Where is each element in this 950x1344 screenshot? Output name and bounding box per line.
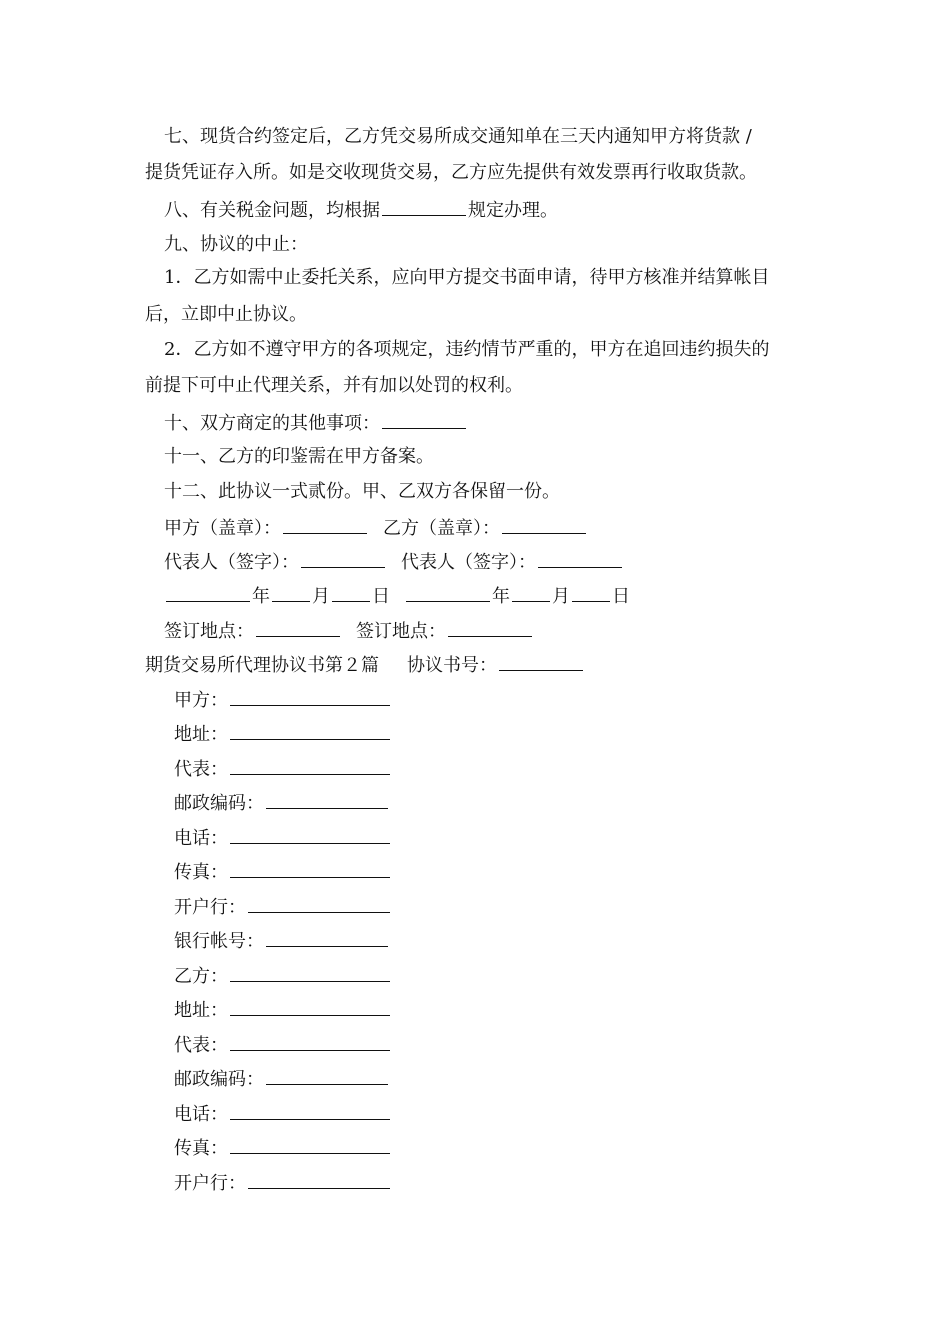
blank-field xyxy=(230,1101,390,1120)
blank-field xyxy=(382,197,466,216)
field-fax-b xyxy=(174,1135,854,1161)
day-label: 日 xyxy=(612,586,630,607)
blank-field xyxy=(266,1066,388,1085)
blank-field xyxy=(272,583,310,602)
clause-9-2-line-1: 2．乙方如不遵守甲方的各项规定，违约情节严重的，甲方在追回违约损失的 xyxy=(164,339,770,360)
field-fax-a xyxy=(174,859,854,885)
field-label: 地址： xyxy=(174,1000,228,1021)
field-label: 电话： xyxy=(174,1104,228,1125)
field-address-a xyxy=(174,721,854,747)
year-label: 年 xyxy=(252,586,270,607)
blank-field xyxy=(248,1170,390,1189)
agreement-number-label: 协议书号： xyxy=(407,655,497,676)
blank-field xyxy=(406,583,490,602)
field-label: 甲方： xyxy=(174,690,228,711)
blank-field xyxy=(230,963,390,982)
clause-9-2-line-2: 前提下可中止代理关系，并有加以处罚的权利。 xyxy=(145,375,523,396)
blank-field xyxy=(382,410,466,429)
clause-11: 十一、乙方的印鉴需在甲方备案。 xyxy=(164,446,434,467)
place-b-label: 签订地点： xyxy=(356,621,446,642)
field-label: 开户行： xyxy=(174,897,246,918)
field-label: 代表： xyxy=(174,759,228,780)
clause-7-line-2: 提货凭证存入所。如是交收现货交易，乙方应先提供有效发票再行收取货款。 xyxy=(145,162,757,183)
blank-field xyxy=(448,618,532,637)
blank-field xyxy=(230,1135,390,1154)
date-row xyxy=(164,583,844,609)
clause-9-1-line-1: 1．乙方如需中止委托关系，应向甲方提交书面申请，待甲方核准并结算帐目 xyxy=(164,267,770,288)
blank-field xyxy=(499,652,583,671)
blank-field xyxy=(538,549,622,568)
blank-field xyxy=(230,825,390,844)
field-label: 电话： xyxy=(174,828,228,849)
blank-field xyxy=(301,549,385,568)
blank-field xyxy=(266,928,388,947)
clause-8 xyxy=(164,197,844,223)
field-party-b xyxy=(174,963,854,989)
place-a-label: 签订地点： xyxy=(164,621,254,642)
field-phone-b xyxy=(174,1101,854,1127)
field-label: 地址： xyxy=(174,724,228,745)
blank-field xyxy=(230,756,390,775)
blank-field xyxy=(502,515,586,534)
clause-10 xyxy=(164,410,844,436)
second-doc-heading xyxy=(145,652,825,678)
field-postcode-b xyxy=(174,1066,854,1092)
party-b-seal-label: 乙方（盖章）： xyxy=(383,518,500,539)
field-label: 邮政编码： xyxy=(174,793,264,814)
seal-row xyxy=(164,515,844,541)
field-label: 邮政编码： xyxy=(174,1069,264,1090)
blank-field xyxy=(248,894,390,913)
year-label: 年 xyxy=(492,586,510,607)
field-phone-a xyxy=(174,825,854,851)
field-label: 开户行： xyxy=(174,1173,246,1194)
blank-field xyxy=(230,687,390,706)
blank-field xyxy=(230,1032,390,1051)
blank-field xyxy=(266,790,388,809)
field-label: 代表： xyxy=(174,1035,228,1056)
field-party-a xyxy=(174,687,854,713)
field-label: 传真： xyxy=(174,862,228,883)
field-label: 银行帐号： xyxy=(174,931,264,952)
day-label: 日 xyxy=(372,586,390,607)
blank-field xyxy=(230,859,390,878)
clause-12: 十二、此协议一式贰份。甲、乙双方各保留一份。 xyxy=(164,481,560,502)
blank-field xyxy=(230,721,390,740)
blank-field xyxy=(166,583,250,602)
blank-field xyxy=(332,583,370,602)
place-row xyxy=(164,618,844,644)
clause-7-line-1: 七、现货合约签定后，乙方凭交易所成交通知单在三天内通知甲方将货款 / xyxy=(164,126,752,147)
rep-sign-b-label: 代表人（签字）： xyxy=(401,552,536,573)
field-bank-a xyxy=(174,894,854,920)
blank-field xyxy=(512,583,550,602)
field-address-b xyxy=(174,997,854,1023)
clause-10-label: 十、双方商定的其他事项： xyxy=(164,413,380,434)
clause-9-1-line-2: 后，立即中止协议。 xyxy=(145,304,307,325)
party-a-seal-label: 甲方（盖章）： xyxy=(164,518,281,539)
second-doc-title: 期货交易所代理协议书第２篇 xyxy=(145,655,379,676)
field-label: 乙方： xyxy=(174,966,228,987)
field-label: 传真： xyxy=(174,1138,228,1159)
month-label: 月 xyxy=(552,586,570,607)
clause-8-suffix: 规定办理。 xyxy=(468,200,558,221)
blank-field xyxy=(572,583,610,602)
rep-sign-a-label: 代表人（签字）： xyxy=(164,552,299,573)
field-postcode-a xyxy=(174,790,854,816)
blank-field xyxy=(230,997,390,1016)
field-bank-b xyxy=(174,1170,854,1196)
field-rep-a xyxy=(174,756,854,782)
blank-field xyxy=(283,515,367,534)
blank-field xyxy=(256,618,340,637)
field-account-a xyxy=(174,928,854,954)
month-label: 月 xyxy=(312,586,330,607)
representative-row xyxy=(164,549,844,575)
clause-9-title: 九、协议的中止： xyxy=(164,234,308,255)
field-rep-b xyxy=(174,1032,854,1058)
clause-8-prefix: 八、有关税金问题，均根据 xyxy=(164,200,380,221)
